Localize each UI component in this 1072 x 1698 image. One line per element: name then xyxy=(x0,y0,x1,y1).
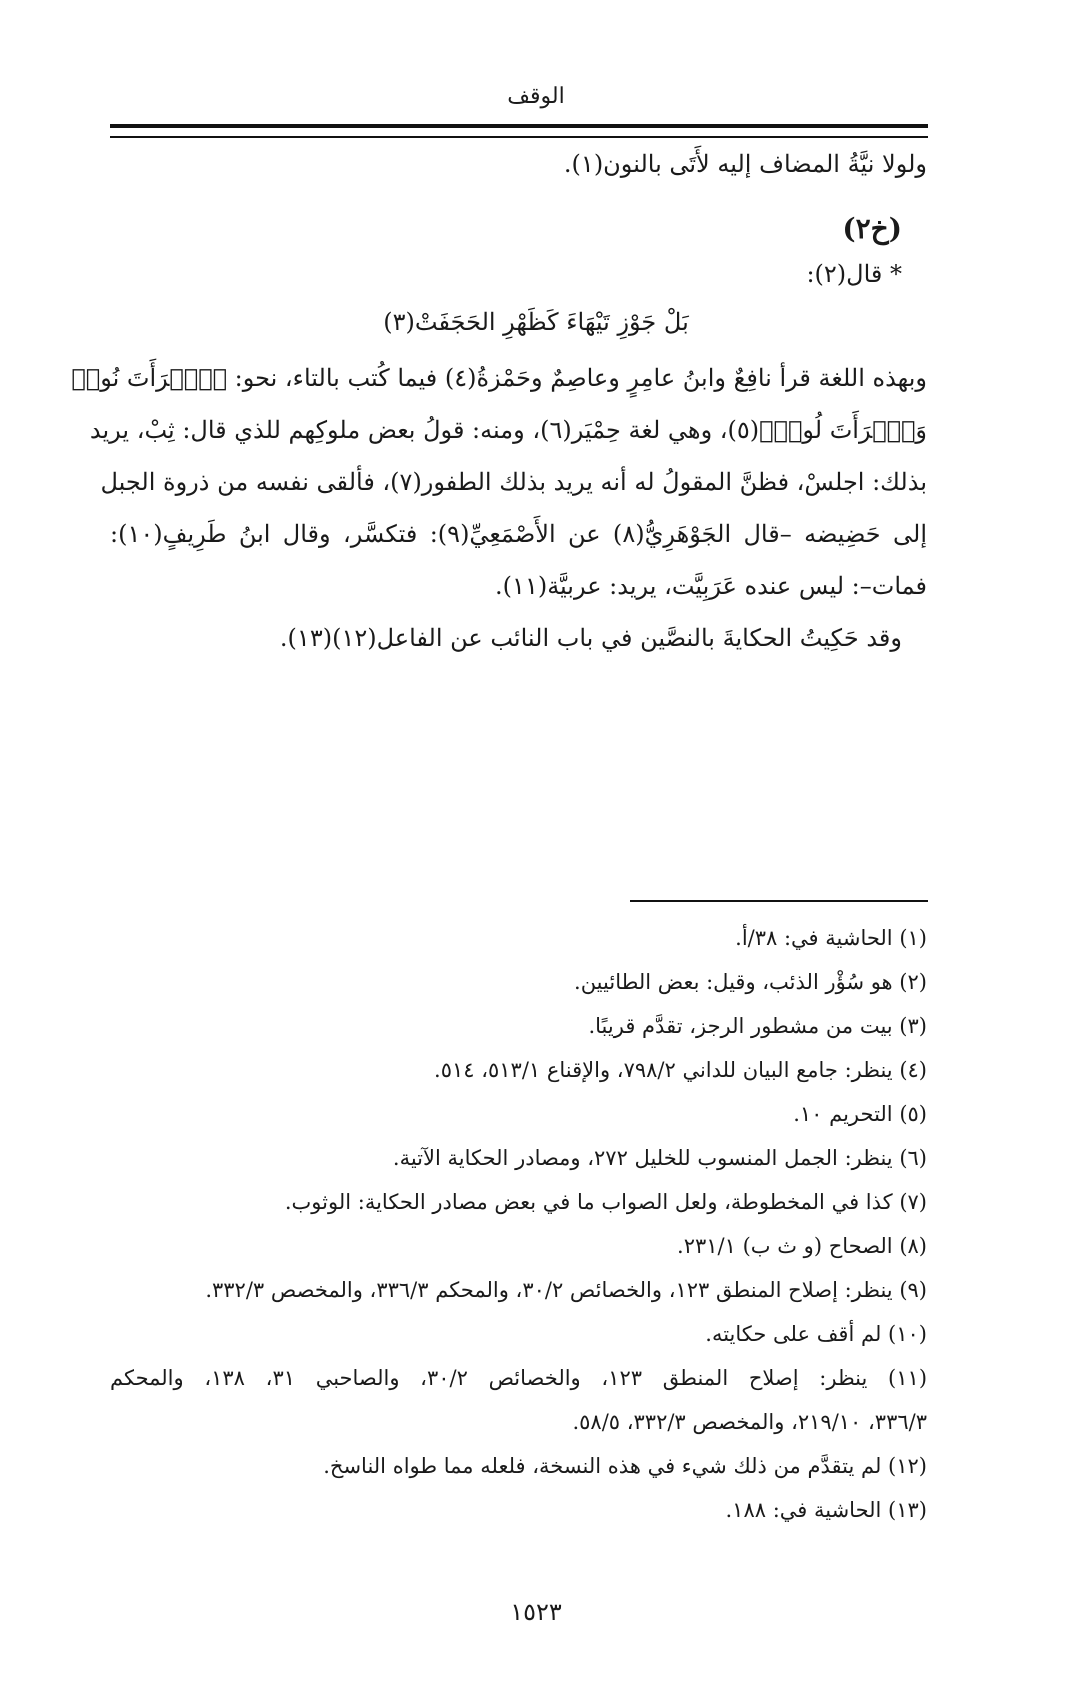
footnote-11: (١١) ينظر: إصلاح المنطق ١٢٣، والخصائص ٣٠/٢، والصاحبي ٣١، ١٣٨، والمحكم xyxy=(110,1366,928,1390)
verse: بَلْ جَوْزِ تَيْهَاءَ كَظَهْرِ الحَجَفَتْ(٣) xyxy=(383,308,689,336)
paragraph-line-4: إلى حَضِيضه –قال الجَوْهَرِيُّ(٨) عن الأَصْمَعِيِّ(٩): فتكسَّر، وقال ابنُ طَرِيفٍ(١٠): xyxy=(110,520,927,548)
footnote-8: (٨) الصحاح (و ث ب) ٢٣١/١. xyxy=(677,1234,927,1258)
footnote-4: (٤) ينظر: جامع البيان للداني ٧٩٨/٢، والإقناع ٥١٣/١، ٥١٤. xyxy=(434,1058,927,1082)
footnote-6: (٦) ينظر: الجمل المنسوب للخليل ٢٧٢، ومصادر الحكاية الآتية. xyxy=(392,1146,927,1170)
footnote-separator xyxy=(630,900,928,902)
header-rule-thin xyxy=(110,136,928,138)
paragraph-line-5: فمات–: ليس عنده عَرَبِيَّت، يريد: عربيَّة(١١). xyxy=(495,572,927,600)
page-number: ١٥٢٣ xyxy=(510,1598,562,1626)
paragraph-line-3: بذلك: اجلسْ، فظنَّ المقولُ له أنه يريد بذلك الطفور(٧)، فألقى نفسه من ذروة الجبل xyxy=(100,468,927,496)
header-rule-thick xyxy=(110,124,928,128)
paragraph-line-2: وَٱمۡرَأَتَ لُوطٖ﴾(٥)، وهي لغة حِمْيَر(٦)، ومنه: قولُ بعض ملوكِهم للذي قال: ثِبْ، يريد xyxy=(89,416,927,444)
footnote-13: (١٣) الحاشية في: ١٨٨. xyxy=(725,1498,927,1522)
footnote-12: (١٢) لم يتقدَّم من ذلك شيء في هذه النسخة، فلعله مما طواه الناسخ. xyxy=(323,1454,927,1478)
quote-intro: * قال(٢): xyxy=(806,260,902,288)
footnote-9: (٩) ينظر: إصلاح المنطق ١٢٣، والخصائص ٣٠/٢، والمحكم ٣٣٦/٣، والمخصص ٣٣٢/٣. xyxy=(205,1278,927,1302)
footnote-5: (٥) التحريم ١٠. xyxy=(793,1102,927,1126)
section-heading: (خ٢) xyxy=(842,212,902,245)
footnote-11-continued: ٣٣٦/٣، ٢١٩/١٠، والمخصص ٣٣٢/٣، ٥٨/٥. xyxy=(572,1410,927,1434)
footnote-1: (١) الحاشية في: ٣٨/أ. xyxy=(735,926,927,950)
closing-line: وقد حَكِيتُ الحكايةَ بالنصَّين في باب النائب عن الفاعل(١٢)(١٣). xyxy=(279,624,902,652)
footnote-10: (١٠) لم أقف على حكايته. xyxy=(705,1322,927,1346)
paragraph-line-1: وبهذه اللغة قرأ نافِعٌ وابنُ عامِرٍ وعاصِمٌ وحَمْزةُ(٤) فيما كُتب بالتاء، نحو: ﴿ٱمۡرَأَتَ نُوحٖ xyxy=(71,364,927,392)
footnote-3: (٣) بيت من مشطور الرجز، تقدَّم قريبًا. xyxy=(588,1014,927,1038)
footnote-2: (٢) هو سُؤْر الذئب، وقيل: بعض الطائيين. xyxy=(574,970,927,994)
running-title: الوقف xyxy=(507,84,565,109)
footnote-7: (٧) كذا في المخطوطة، ولعل الصواب ما في بعض مصادر الحكاية: الوثوب. xyxy=(284,1190,927,1214)
body-line-1: ولولا نيَّةُ المضاف إليه لأَتَى بالنون(١). xyxy=(563,150,927,178)
